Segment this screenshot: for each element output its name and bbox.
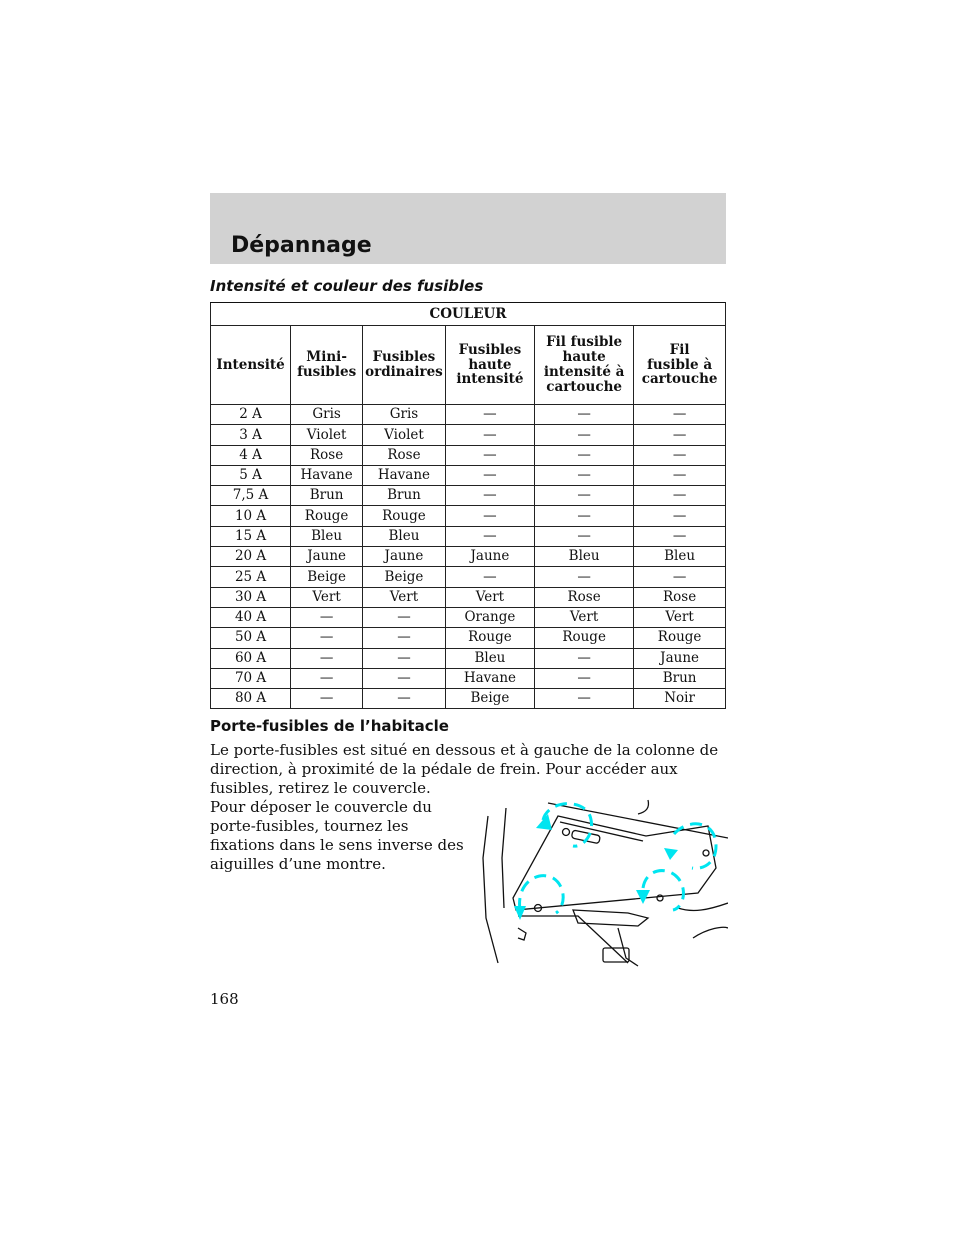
table-cell: — [291,628,363,648]
console-curve [693,927,728,938]
table-cell: — [291,648,363,668]
table-cell: — [291,607,363,627]
console-line [678,903,728,910]
table-cell: Bleu [445,648,534,668]
table-cell: Bleu [535,547,634,567]
table-cell: Rose [535,587,634,607]
column-header: Fil fusible à cartouche [634,326,726,405]
table-cell: — [535,567,634,587]
table-cell: 10 A [211,506,291,526]
table-cell: Bleu [363,526,446,546]
table-cell: Rouge [291,506,363,526]
fuse-table [210,302,726,709]
table-cell: Vert [363,587,446,607]
table-cell: Rose [363,445,446,465]
table-cell: Beige [445,689,534,709]
table-cell: 20 A [211,547,291,567]
table-row [211,526,726,546]
table-row [211,506,726,526]
table-cell: 2 A [211,405,291,425]
table-cell: 25 A [211,567,291,587]
table-cell: Jaune [445,547,534,567]
table-cell: — [535,526,634,546]
fastener-top-left [563,829,570,836]
table-cell: — [535,506,634,526]
table-cell: — [363,607,446,627]
table-row [211,445,726,465]
table-cell: Havane [363,465,446,485]
table-row [211,628,726,648]
fastener-top-right [703,850,709,856]
table-cell: — [634,526,726,546]
table-row [211,405,726,425]
table-cell: Gris [291,405,363,425]
column-header: Fusibles ordinaires [363,326,446,405]
table-cell: Rose [634,587,726,607]
column-header: Fusibles haute intensité [445,326,534,405]
table-row [211,689,726,709]
table-cell: — [291,689,363,709]
page-section-title: Dépannage [231,233,372,258]
table-cell: 50 A [211,628,291,648]
dash-pillar-line [483,816,498,963]
table-cell: 60 A [211,648,291,668]
table-cell: — [445,567,534,587]
table-cell: 80 A [211,689,291,709]
arrowhead-icon [664,848,678,860]
table-cell: — [363,668,446,688]
table-cell: — [291,668,363,688]
table-cell: Rouge [445,628,534,648]
table-cell: Brun [291,486,363,506]
lower-dash-line [518,916,628,963]
table-cell: — [535,445,634,465]
arrowhead-icon [514,906,526,920]
table-cell: — [445,526,534,546]
table-cell: Violet [291,425,363,445]
table-cell: — [445,425,534,445]
fuse-cover-outline [513,816,716,910]
column-header: Intensité [211,326,291,405]
table-cell: — [535,405,634,425]
dash-pillar-inner-line [502,808,506,908]
table-row [211,607,726,627]
table-cell: — [363,689,446,709]
table-row [211,486,726,506]
table-cell: — [535,465,634,485]
table-cell: Rouge [535,628,634,648]
table-cell: Jaune [363,547,446,567]
table-cell: — [445,465,534,485]
paragraph-instructions: Pour déposer le couvercle du porte-fusibles, tournez les fixations dans le sens inverse des aiguilles d’une montre. [210,798,464,873]
table-row [211,567,726,587]
header-band [210,193,726,264]
table-cell: — [535,425,634,445]
table-cell: — [535,668,634,688]
table-cell: — [634,506,726,526]
table-cell: Vert [291,587,363,607]
table-cell: Gris [363,405,446,425]
table-cell: Brun [363,486,446,506]
table-cell: 15 A [211,526,291,546]
table-cell: Havane [445,668,534,688]
table-cell: — [363,628,446,648]
table-cell: Noir [634,689,726,709]
table-cell: — [634,465,726,485]
table-cell: Bleu [291,526,363,546]
table-cell: Violet [363,425,446,445]
table-cell: — [634,425,726,445]
table-cell: Beige [291,567,363,587]
fuse-panel-illustration [478,798,728,968]
table-group-header: COULEUR [211,303,726,326]
table-cell: Jaune [634,648,726,668]
table-cell: Orange [445,607,534,627]
table-row [211,547,726,567]
table-cell: — [445,405,534,425]
dash-curve-line [638,800,649,814]
table-cell: 3 A [211,425,291,445]
table-cell: Bleu [634,547,726,567]
table-cell: — [445,445,534,465]
table-cell: Beige [363,567,446,587]
table-cell: Brun [634,668,726,688]
table-title: Intensité et couleur des fusibles [210,277,484,295]
table-cell: Vert [535,607,634,627]
brake-pedal-arm [618,928,638,966]
table-cell: — [535,648,634,668]
table-cell: — [634,486,726,506]
table-cell: Havane [291,465,363,485]
table-row [211,465,726,485]
paragraph-location: Le porte-fusibles est situé en dessous et à gauche de la colonne de direction, à proximité de la pédale de frein. Pour accéder aux fusibles, retirez le couvercle. [210,741,719,797]
pedal-bracket [573,910,648,926]
table-cell: — [634,405,726,425]
table-cell: Rouge [363,506,446,526]
table-row [211,425,726,445]
table-cell: Vert [445,587,534,607]
table-cell: — [634,567,726,587]
table-row [211,587,726,607]
table-cell: — [363,648,446,668]
door-latch [518,928,526,940]
table-cell: — [535,486,634,506]
table-cell: 70 A [211,668,291,688]
table-cell: 4 A [211,445,291,465]
arrowhead-icon [636,890,650,904]
table-cell: — [634,445,726,465]
table-cell: 5 A [211,465,291,485]
table-cell: Rose [291,445,363,465]
table-row [211,668,726,688]
table-cell: — [445,486,534,506]
table-cell: Rouge [634,628,726,648]
subsection-title: Porte-fusibles de l’habitacle [210,717,449,735]
column-header: Mini- fusibles [291,326,363,405]
column-header: Fil fusible haute intensité à cartouche [535,326,634,405]
table-cell: Vert [634,607,726,627]
table-cell: 30 A [211,587,291,607]
table-row [211,648,726,668]
table-cell: Jaune [291,547,363,567]
page-number: 168 [210,990,239,1008]
table-cell: 7,5 A [211,486,291,506]
table-cell: — [535,689,634,709]
table-cell: — [445,506,534,526]
table-cell: 40 A [211,607,291,627]
